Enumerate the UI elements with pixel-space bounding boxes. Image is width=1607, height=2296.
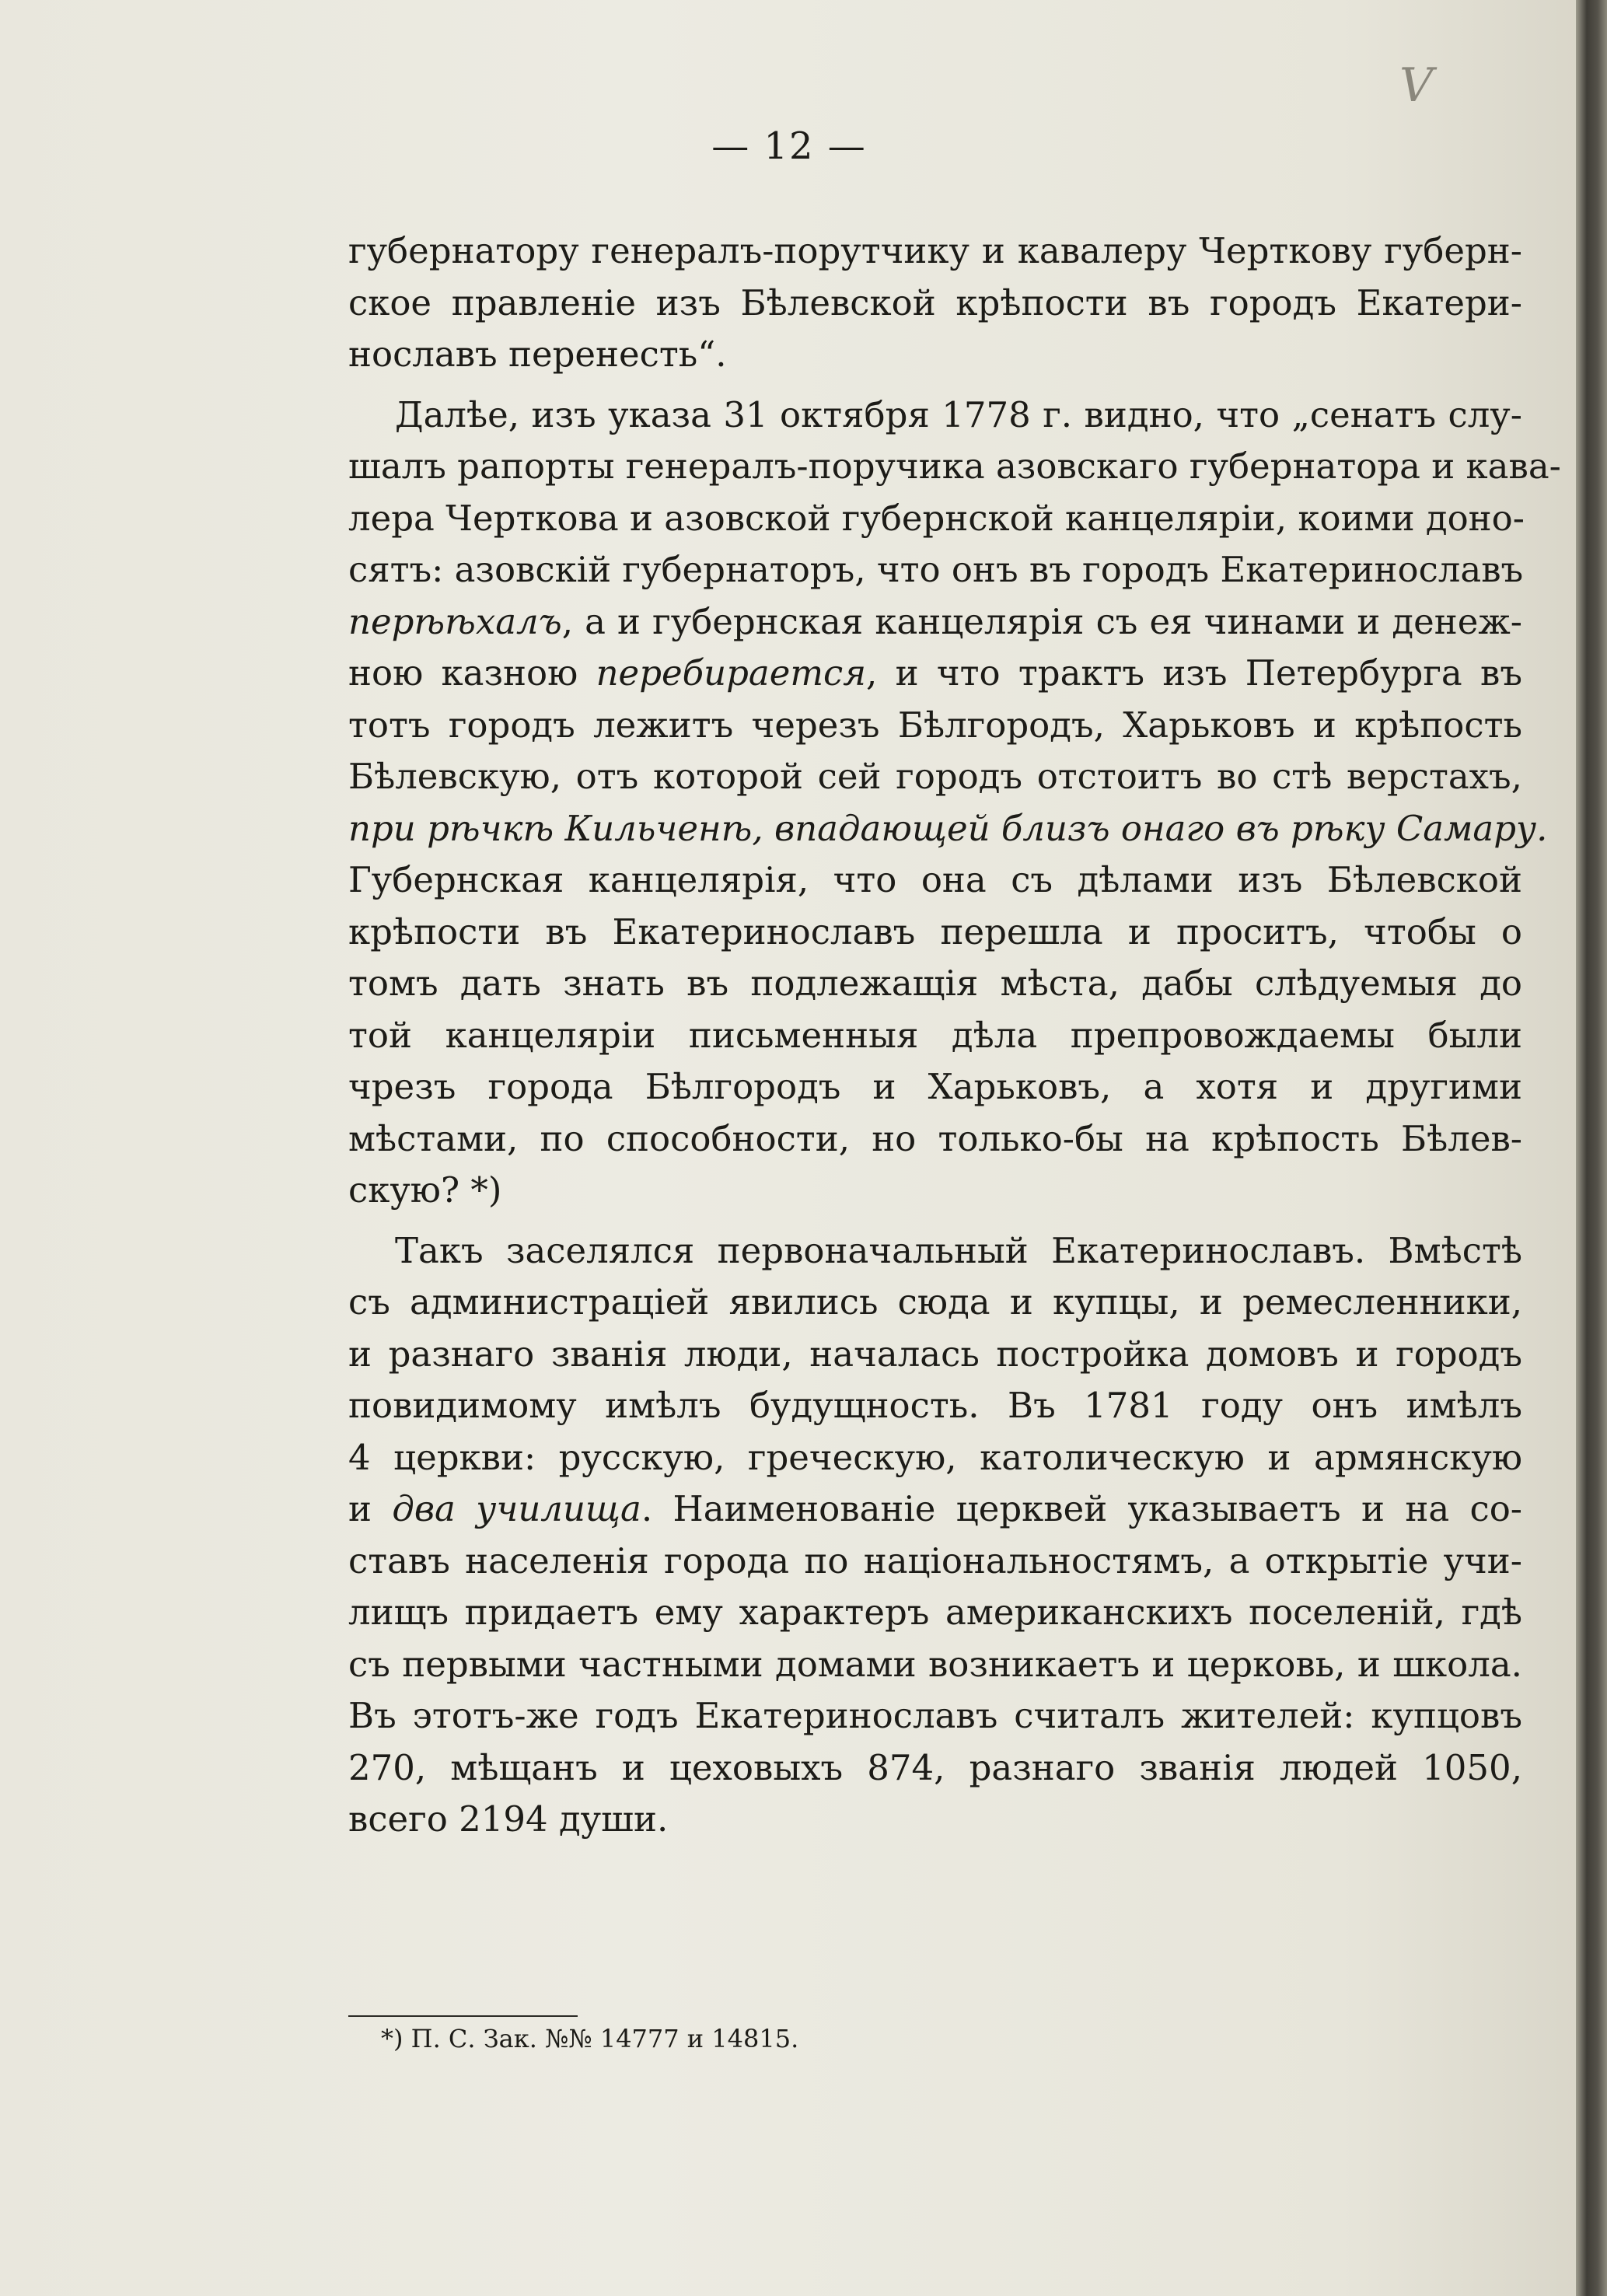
text-line: тотъ городъ лежитъ черезъ Бѣлгородъ, Харьковъ и крѣпость: [348, 704, 1522, 746]
text-fragment: ною казною: [348, 652, 596, 694]
paragraph-3: [348, 1225, 1522, 1846]
text-line: шалъ рапорты генералъ-поручика азовскаго губернатора и кава-: [348, 446, 1561, 487]
text-line: повидимому имѣлъ будущность. Въ 1781 году онъ имѣлъ: [348, 1385, 1522, 1426]
footnote: *) П. С. Зак. №№ 14777 и 14815.: [381, 2024, 799, 2053]
paragraph-1: [348, 225, 1522, 381]
text-line: 4 церкви: русскую, греческую, католическую и армянскую: [348, 1436, 1522, 1478]
text-line: Въ этотъ-же годъ Екатеринославъ считалъ жителей: купцовъ: [348, 1695, 1522, 1736]
italic-text: перебирается: [596, 652, 867, 694]
text-line: Губернская канцелярія, что она съ дѣлами изъ Бѣлевской: [348, 859, 1522, 900]
text-line: 270, мѣщанъ и цеховыхъ 874, разнаго званія людей 1050,: [348, 1746, 1522, 1788]
text-line: лера Черткова и азовской губернской канцеляріи, коими доно-: [348, 497, 1525, 539]
footnote-rule: [348, 2015, 578, 2017]
text-line: томъ дать знать въ подлежащія мѣста, дабы слѣдуемыя до: [348, 963, 1522, 1004]
text-line: чрезъ города Бѣлгородъ и Харьковъ, а хотя и другими: [348, 1066, 1522, 1107]
text-fragment: . Наименованіе церквей указываетъ и на со-: [641, 1488, 1522, 1529]
text-fragment: , а и губернская канцелярія съ ея чинами и денеж-: [561, 600, 1522, 642]
text-line: съ первыми частными домами возникаетъ и церковь, и школа.: [348, 1643, 1522, 1685]
italic-text: перѣѣхалъ: [348, 600, 562, 642]
text-line: [348, 803, 1548, 855]
text-line: ское правленіе изъ Бѣлевской крѣпости въ городъ Екатери-: [348, 281, 1522, 323]
text-line: нославъ перенесть“.: [348, 334, 727, 375]
text-line: [348, 648, 1522, 700]
text-line: и разнаго званія люди, началась постройка домовъ и городъ: [348, 1333, 1522, 1375]
page-number: — 12 —: [711, 124, 867, 168]
paragraph-2: [348, 390, 1561, 1217]
text-line: Далѣе, изъ указа 31 октября 1778 г. видно, что „сенатъ слу-: [395, 393, 1522, 435]
text-line: скую? *): [348, 1169, 502, 1211]
text-line: ставъ населенія города по національностямъ, а открытіе учи-: [348, 1539, 1522, 1581]
text-line: [348, 596, 1522, 648]
text-line: сятъ: азовскій губернаторъ, что онъ въ городъ Екатеринославъ: [348, 549, 1524, 590]
italic-text: два училища: [392, 1488, 641, 1529]
text-line: крѣпости въ Екатеринославъ перешла и проситъ, чтобы о: [348, 910, 1522, 952]
italic-text: при рѣчкѣ Кильченѣ, впадающей близъ онаго въ рѣку Самару.: [348, 807, 1548, 849]
text-line: съ администраціей явились сюда и купцы, и ремесленники,: [348, 1281, 1522, 1323]
text-line: Такъ заселялся первоначальный Екатеринославъ. Вмѣстѣ: [395, 1229, 1522, 1271]
text-line: той канцеляріи письменныя дѣла препровождаемы были: [348, 1014, 1522, 1056]
text-line: лищъ придаетъ ему характеръ американскихъ поселеній, гдѣ: [348, 1592, 1522, 1633]
text-line: всего 2194 души.: [348, 1798, 669, 1840]
text-line: [348, 1483, 1522, 1536]
text-line: Бѣлевскую, отъ которой сей городъ отстоитъ во стѣ верстахъ,: [348, 756, 1522, 797]
body-text: [348, 225, 1561, 1846]
book-binding-edge: [1576, 0, 1607, 2296]
text-line: губернатору генералъ-порутчику и кавалеру Черткову губерн-: [348, 230, 1522, 271]
text-fragment: и: [348, 1488, 393, 1529]
text-line: мѣстами, по способности, но только-бы на крѣпость Бѣлев-: [348, 1117, 1522, 1159]
margin-pencil-mark: V: [1399, 58, 1434, 113]
text-fragment: , и что трактъ изъ Петербурга въ: [866, 652, 1522, 694]
